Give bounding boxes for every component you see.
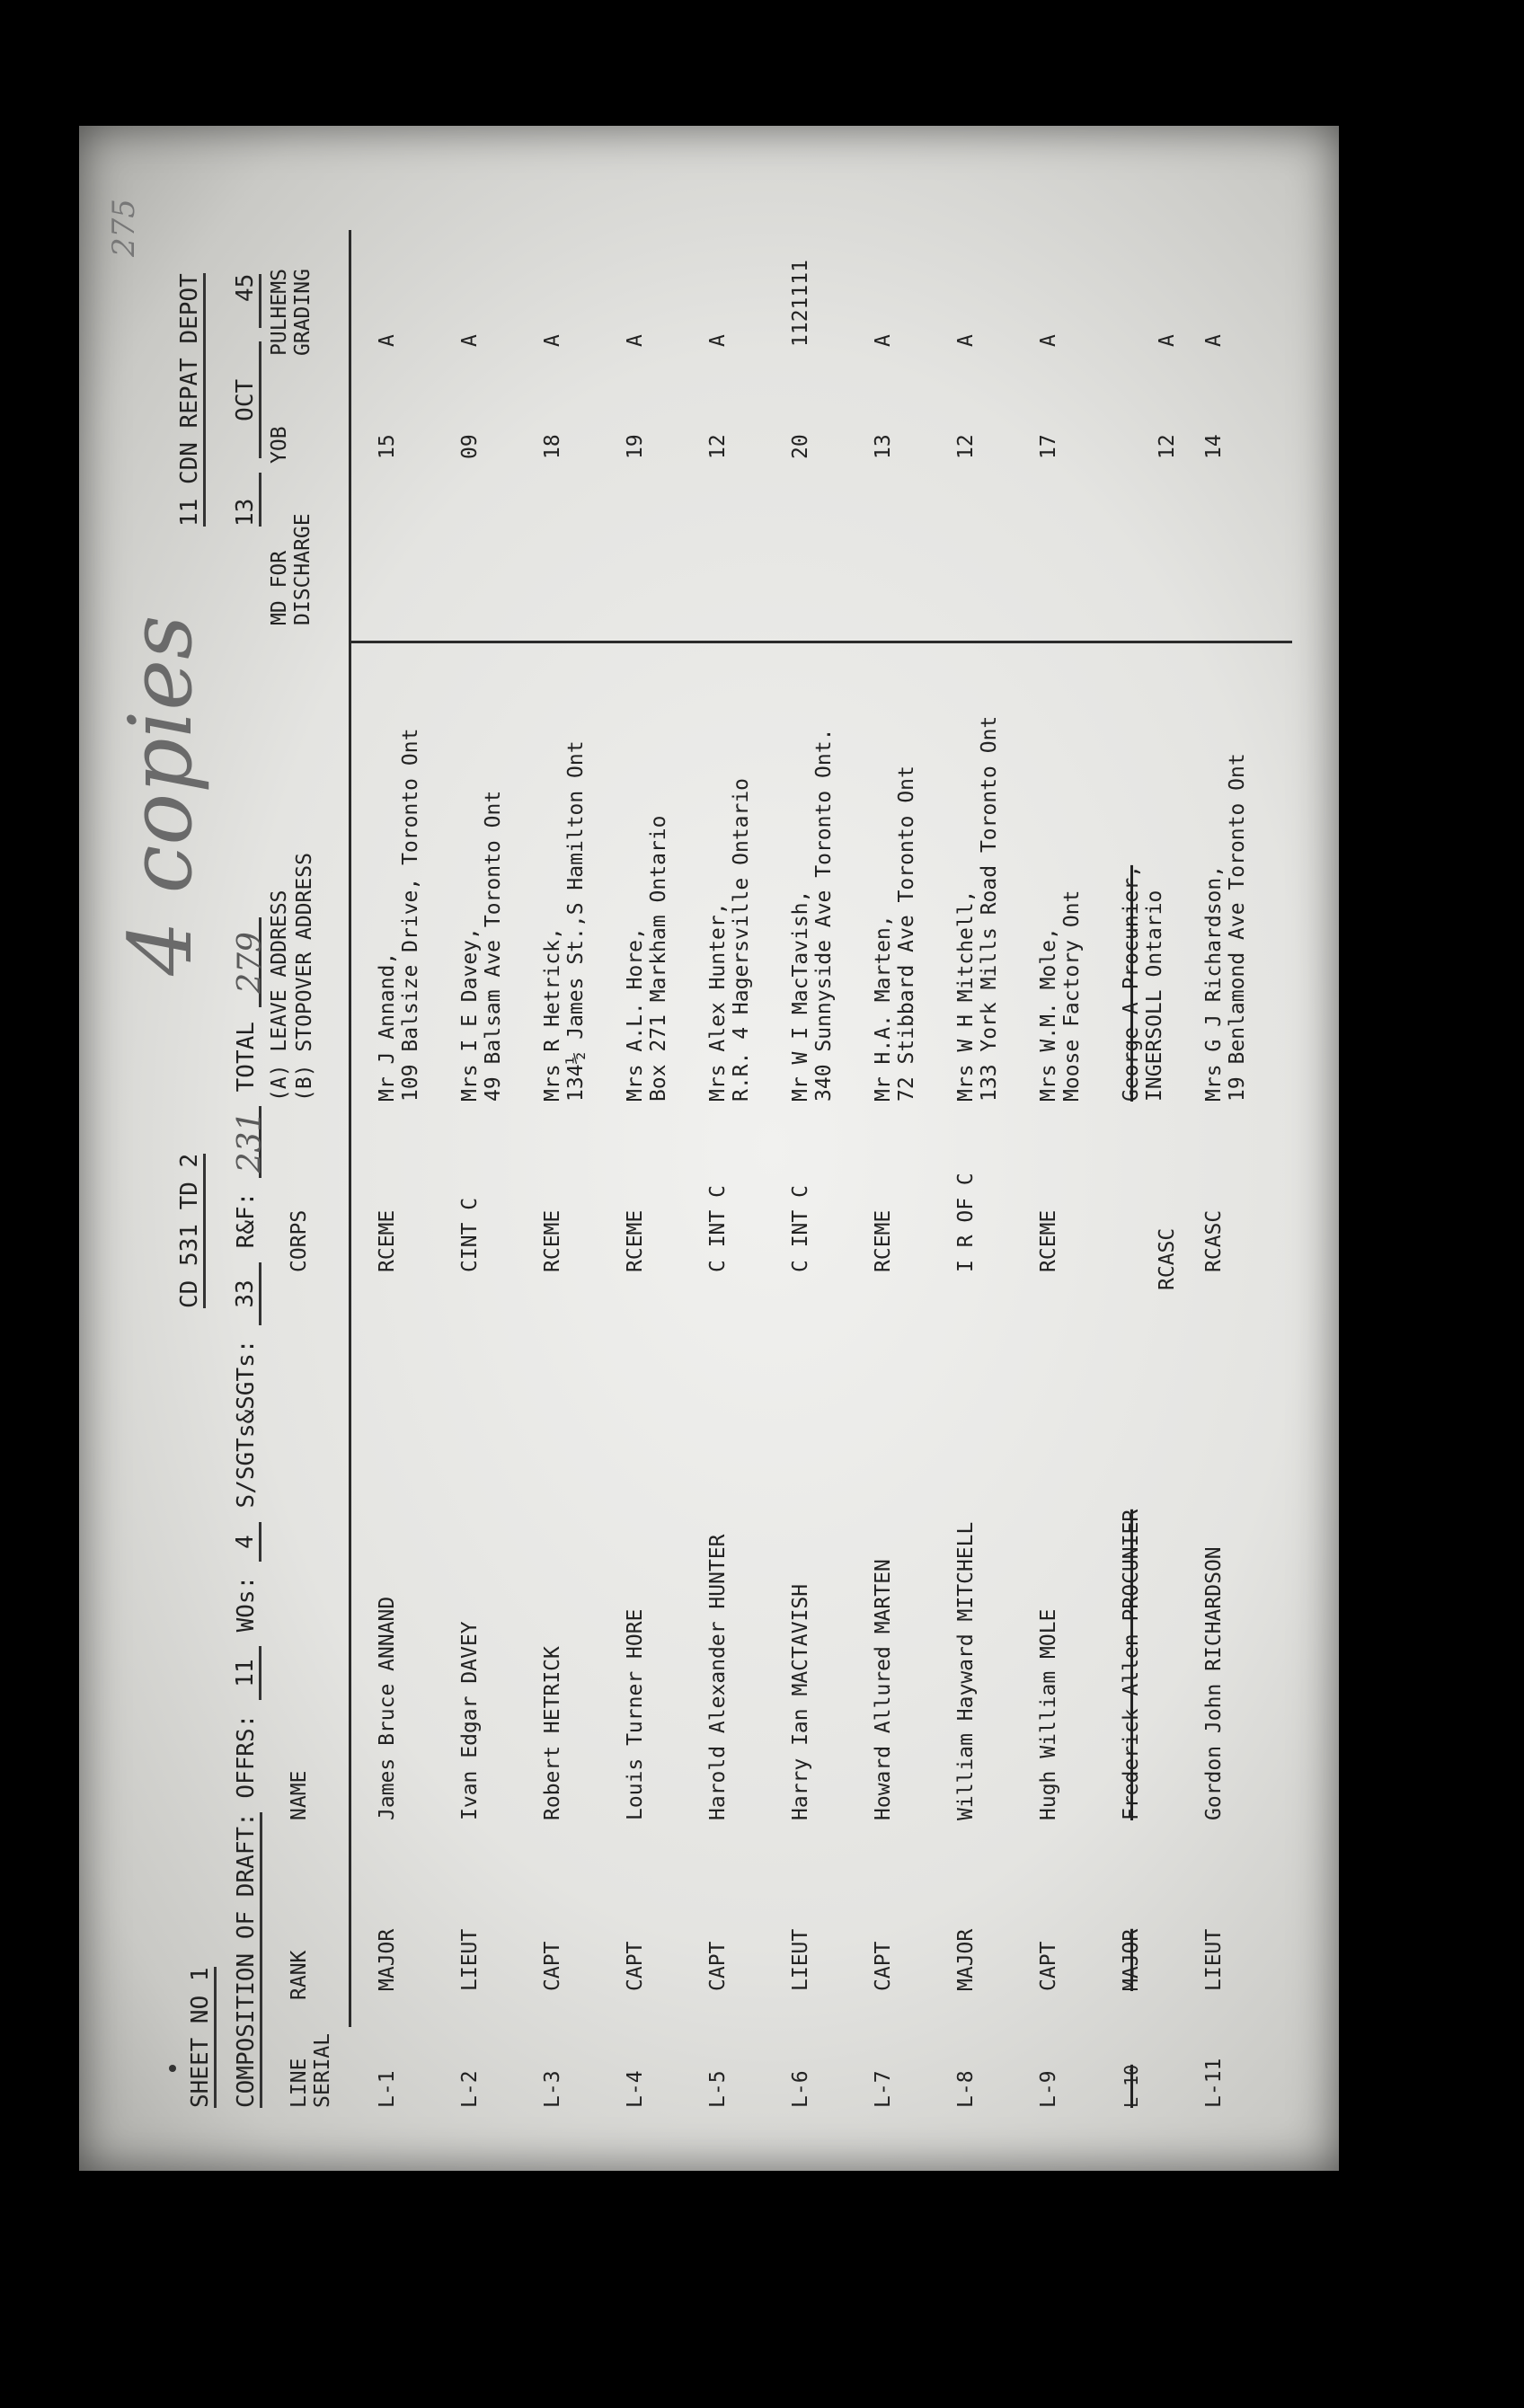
- address-line-2: Box 271 Markham Ontario: [647, 815, 670, 1102]
- address-line-1: Mrs G J Richardson,: [1202, 864, 1226, 1102]
- date-line: [232, 274, 261, 527]
- address-line-1: Mrs Alex Hunter,: [706, 902, 730, 1102]
- col-address-a: (A) LEAVE ADDRESS: [268, 890, 291, 1102]
- line-serial: L-11: [1202, 2058, 1226, 2108]
- rank: MAJOR: [376, 1928, 399, 1991]
- rank: LIEUT: [1202, 1928, 1226, 1991]
- pulhems-grade: A: [954, 334, 978, 347]
- line-serial: L-3: [541, 2070, 564, 2108]
- address-line-2: INGERSOLL Ontario: [1143, 890, 1166, 1102]
- col-corps: CORPS: [288, 1209, 311, 1272]
- corps: RCEME: [1037, 1209, 1060, 1272]
- line-serial: L-5: [706, 2070, 730, 2108]
- corps: RCASC: [1202, 1209, 1226, 1272]
- offrs-label: OFFRS:: [233, 1713, 260, 1799]
- address-line-2: R.R. 4 Hagersville Ontario: [730, 777, 753, 1102]
- date-month: OCT: [232, 341, 261, 458]
- wos-label: WOs:: [233, 1575, 260, 1633]
- composition-line: [232, 917, 269, 2108]
- address-line-2: 133 York Mills Road Toronto Ont: [978, 715, 1001, 1102]
- punch-mark: [169, 2065, 176, 2072]
- col-name: NAME: [288, 1770, 311, 1820]
- pulhems-grade: A: [1202, 334, 1226, 347]
- line-serial: L-9: [1037, 2070, 1060, 2108]
- file-reference: CD 531 TD 2: [176, 1154, 206, 1308]
- col-address-b: (B) STOPOVER ADDRESS: [293, 853, 316, 1102]
- yob: 13: [872, 434, 895, 459]
- address-line-1: George A Procunier,: [1120, 864, 1143, 1102]
- address-line-1: Mrs I E Davey,: [458, 927, 482, 1102]
- yob: 15: [376, 434, 399, 459]
- corps: RCEME: [624, 1209, 647, 1272]
- address-line-2: 109 Balsize Drive, Toronto Ont: [399, 728, 422, 1102]
- line-serial: L-1: [376, 2070, 399, 2108]
- pulhems-grade: A: [624, 334, 647, 347]
- line-serial: L-8: [954, 2070, 978, 2108]
- rf-value: 231: [232, 1106, 261, 1178]
- pulhems-grade: A: [541, 334, 564, 347]
- address-line-2: 72 Stibbard Ave Toronto Ont: [895, 766, 918, 1102]
- yob: 18: [541, 434, 564, 459]
- line-serial: L-7: [872, 2070, 895, 2108]
- document-sheet: [79, 126, 1339, 2171]
- corps: RCASC: [1156, 1227, 1179, 1290]
- pulhems-grade: A: [706, 334, 730, 347]
- address-line-2: Moose Factory Ont: [1060, 890, 1084, 1102]
- col-rank: RANK: [288, 1950, 311, 2000]
- line-serial: L-2: [458, 2070, 482, 2108]
- rank: CAPT: [706, 1941, 730, 1991]
- corps: RCEME: [872, 1209, 895, 1272]
- depot-name: 11 CDN REPAT DEPOT: [176, 273, 206, 527]
- line-serial: L-10: [1121, 2064, 1142, 2108]
- name: William Hayward MITCHELL: [954, 1521, 978, 1820]
- corner-handwritten-number: 275: [106, 199, 142, 257]
- address-line-2: 134½ James St.,S Hamilton Ont: [564, 740, 588, 1102]
- corps: I R OF C: [954, 1173, 978, 1272]
- col-pulhems: PULHEMS GRADING: [268, 269, 315, 356]
- col-yob: YOB: [268, 426, 291, 464]
- rank: LIEUT: [789, 1928, 812, 1991]
- name: Frederick Allen PROCUNIER: [1120, 1509, 1143, 1820]
- name: Howard Allured MARTEN: [872, 1559, 895, 1820]
- col-md-discharge: MD FOR DISCHARGE: [268, 513, 315, 625]
- rank: CAPT: [624, 1941, 647, 1991]
- yob: 09: [458, 434, 482, 459]
- address-line-2: 19 Benlamond Ave Toronto Ont: [1226, 753, 1249, 1102]
- total-label: TOTAL: [233, 1022, 260, 1093]
- pulhems-grade: A: [872, 334, 895, 347]
- pulhems-grade: A: [376, 334, 399, 347]
- md-column-rule: [349, 641, 1292, 643]
- offrs-value: 11: [232, 1646, 261, 1700]
- name: Louis Turner HORE: [624, 1608, 647, 1820]
- address-line-2: 340 Sunnyside Ave Toronto Ont.: [812, 728, 836, 1102]
- name: Harry Ian MACTAVISH: [789, 1583, 812, 1820]
- line-serial: L-4: [624, 2070, 647, 2108]
- name: Hugh William MOLE: [1037, 1608, 1060, 1820]
- pulhems-grade: A: [1037, 334, 1060, 347]
- yob: 17: [1037, 434, 1060, 459]
- yob: 12: [706, 434, 730, 459]
- corps: CINT C: [458, 1197, 482, 1272]
- date-day: 13: [232, 473, 261, 527]
- yob: 20: [789, 434, 812, 459]
- pulhems-grade: A: [1156, 334, 1179, 347]
- date-year: 45: [232, 274, 261, 328]
- address-line-1: Mrs R Hetrick,: [541, 927, 564, 1102]
- wos-value: 4: [232, 1522, 261, 1562]
- address-line-2: 49 Balsam Ave Toronto Ont: [482, 790, 505, 1102]
- pulhems-grade: A: [458, 334, 482, 347]
- rank: MAJOR: [1120, 1928, 1143, 1991]
- address-line-1: Mrs A.L. Hore,: [624, 927, 647, 1102]
- ssgts-label: S/SGTs&SGTs:: [233, 1339, 260, 1509]
- total-value: 279: [232, 917, 261, 1007]
- corps: C INT C: [706, 1185, 730, 1272]
- ssgts-value: 33: [232, 1262, 261, 1325]
- col-line-serial-label: LINE SERIAL: [288, 2032, 334, 2108]
- corps: RCEME: [541, 1209, 564, 1272]
- yob: 19: [624, 434, 647, 459]
- address-line-1: Mr H.A. Marten,: [872, 915, 895, 1102]
- rank: CAPT: [541, 1941, 564, 1991]
- name: James Bruce ANNAND: [376, 1596, 399, 1820]
- header-rule: [349, 230, 351, 2027]
- pulhems-grade: 1121111: [789, 260, 812, 347]
- line-serial: L-6: [789, 2070, 812, 2108]
- yob: 14: [1202, 434, 1226, 459]
- address-line-1: Mrs W H Mitchell,: [954, 890, 978, 1102]
- yob: 12: [954, 434, 978, 459]
- name: Gordon John RICHARDSON: [1202, 1546, 1226, 1820]
- rank: MAJOR: [954, 1928, 978, 1991]
- address-line-1: Mr J Annand,: [376, 952, 399, 1102]
- name: Robert HETRICK: [541, 1646, 564, 1820]
- composition-label: COMPOSITION OF DRAFT:: [233, 1812, 262, 2108]
- yob: 12: [1156, 434, 1179, 459]
- rank: CAPT: [1037, 1941, 1060, 1991]
- rf-label: R&F:: [233, 1191, 260, 1249]
- handwritten-copies-note: 4 copies: [111, 615, 211, 976]
- rank: CAPT: [872, 1941, 895, 1991]
- address-line-1: Mr W I MacTavish,: [789, 890, 812, 1102]
- corps: RCEME: [376, 1209, 399, 1272]
- address-line-1: Mrs W.M. Mole,: [1037, 927, 1060, 1102]
- name: Harold Alexander HUNTER: [706, 1534, 730, 1820]
- sheet-number: SHEET NO 1: [187, 1967, 217, 2108]
- rank: LIEUT: [458, 1928, 482, 1991]
- rotated-page: [79, 126, 1339, 2171]
- name: Ivan Edgar DAVEY: [458, 1621, 482, 1820]
- corps: C INT C: [789, 1185, 812, 1272]
- col-line-serial: [288, 2009, 334, 2108]
